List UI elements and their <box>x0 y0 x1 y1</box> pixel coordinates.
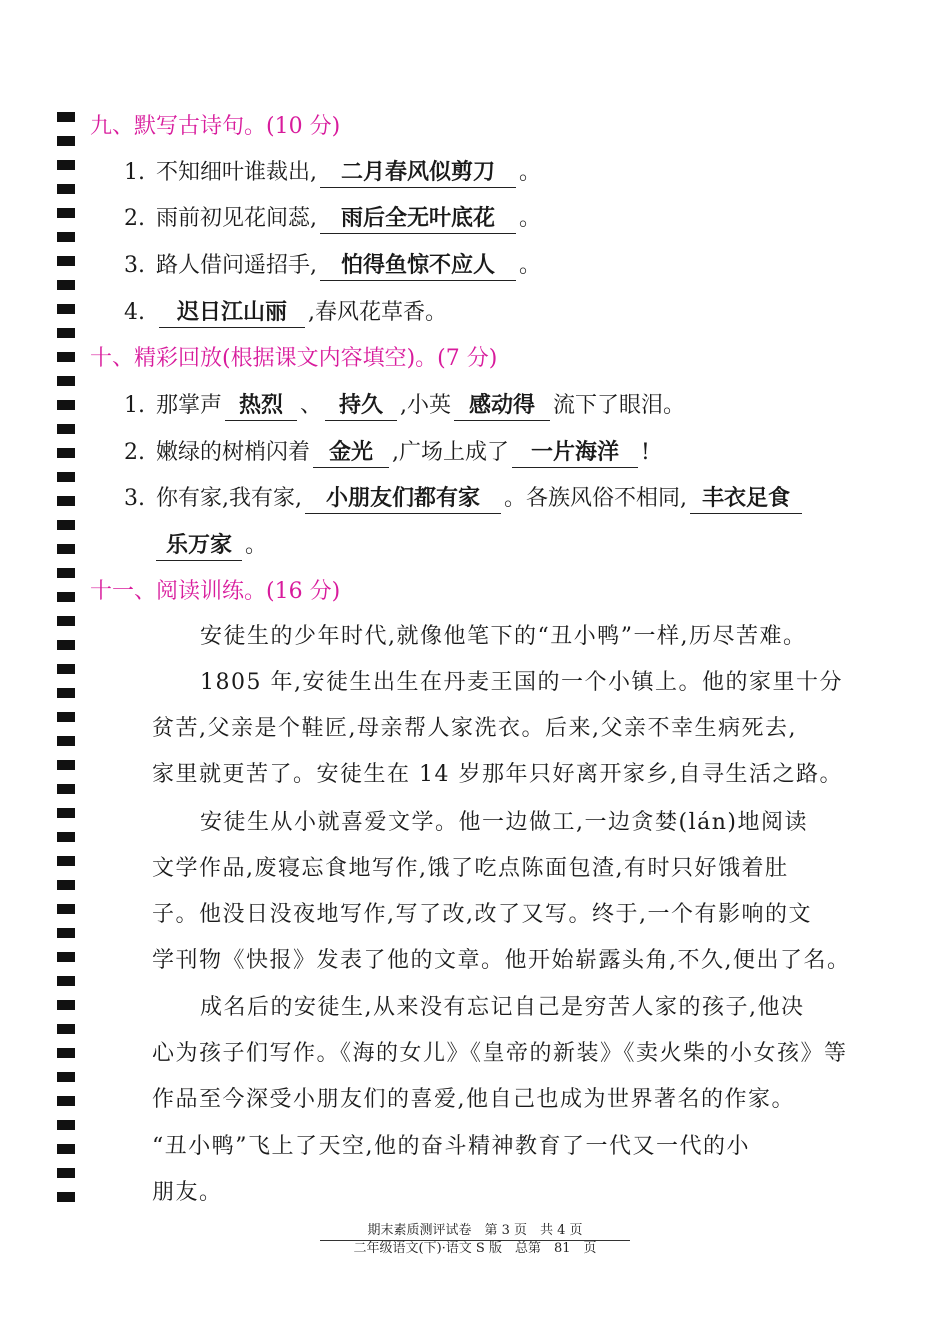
answer-blank: 感动得 <box>454 392 550 421</box>
answer-blank: 热烈 <box>225 392 297 421</box>
poem-item-3: 3. 路人借问遥招手, 怕得鱼惊不应人 。 <box>124 251 541 281</box>
section-9-heading: 九、默写古诗句。(10 分) <box>90 114 341 139</box>
answer-blank: 丰衣足食 <box>690 485 802 514</box>
section-11-heading: 十一、阅读训练。(16 分) <box>90 579 341 604</box>
reading-paragraph-1: 安徒生的少年时代,就像他笔下的“丑小鸭”一样,历尽苦难。 <box>200 624 807 649</box>
fill-item-3-continued: 乐万家 。 <box>156 531 267 561</box>
footer-page-info: 期末素质测评试卷 第 3 页 共 4 页 <box>320 1223 630 1241</box>
answer-blank: 二月春风似剪刀 <box>320 159 516 188</box>
reading-paragraph-3: 安徒生从小就喜爱文学。他一边做工,一边贪婪(lán)地阅读 文学作品,废寝忘食地写作,饿了吃点陈面包渣,有时只好饿着肚 子。他没日没夜地写作,写了改,改了又写。终于,一个有影响的文 学刊物《快报》发表了他的文章。他开始崭露头角,不久,便出了名。 <box>152 810 851 973</box>
poem-item-2: 2. 雨前初见花间蕊, 雨后全无叶底花 。 <box>124 204 541 234</box>
answer-blank: 金光 <box>313 439 389 468</box>
section-10-heading: 十、精彩回放(根据课文内容填空)。(7 分) <box>90 346 498 371</box>
reading-paragraph-5: “丑小鸭”飞上了天空,他的奋斗精神教育了一代又一代的小 朋友。 <box>152 1134 750 1205</box>
poem-item-1: 1. 不知细叶谁裁出, 二月春风似剪刀 。 <box>124 158 541 188</box>
answer-blank: 乐万家 <box>156 532 242 561</box>
answer-blank: 怕得鱼惊不应人 <box>320 252 516 281</box>
answer-blank: 一片海洋 <box>512 439 638 468</box>
footer-edition-info: 二年级语文(下)·语文 S 版 总第 81 页 <box>353 1241 597 1256</box>
poem-item-4: 4. 迟日江山丽 ,春风花草香。 <box>124 298 447 328</box>
answer-blank: 雨后全无叶底花 <box>320 205 516 234</box>
reading-paragraph-2: 1805 年,安徒生出生在丹麦王国的一个小镇上。他的家里十分 贫苦,父亲是个鞋匠,母亲帮人家洗衣。后来,父亲不幸生病死去, 家里就更苦了。安徒生在 14 岁那年只好离开家乡,自寻生活之路。 <box>152 670 843 787</box>
answer-blank: 小朋友们都有家 <box>305 485 501 514</box>
reading-paragraph-4: 成名后的安徒生,从来没有忘记自己是穷苦人家的孩子,他决 心为孩子们写作。《海的女儿》《皇帝的新装》《卖火柴的小女孩》等 作品至今深受小朋友们的喜爱,他自己也成为世界著名的作家。 <box>152 995 848 1112</box>
binding-margin <box>57 112 75 1202</box>
fill-item-3: 3. 你有家,我有家, 小朋友们都有家 。各族风俗不相同, 丰衣足食 <box>124 484 805 514</box>
answer-blank: 迟日江山丽 <box>159 299 305 328</box>
fill-item-1: 1. 那掌声 热烈 、 持久 ,小英 感动得 流下了眼泪。 <box>124 391 685 421</box>
answer-blank: 持久 <box>325 392 397 421</box>
fill-item-2: 2. 嫩绿的树梢闪着 金光 ,广场上成了 一片海洋 ! <box>124 438 650 468</box>
